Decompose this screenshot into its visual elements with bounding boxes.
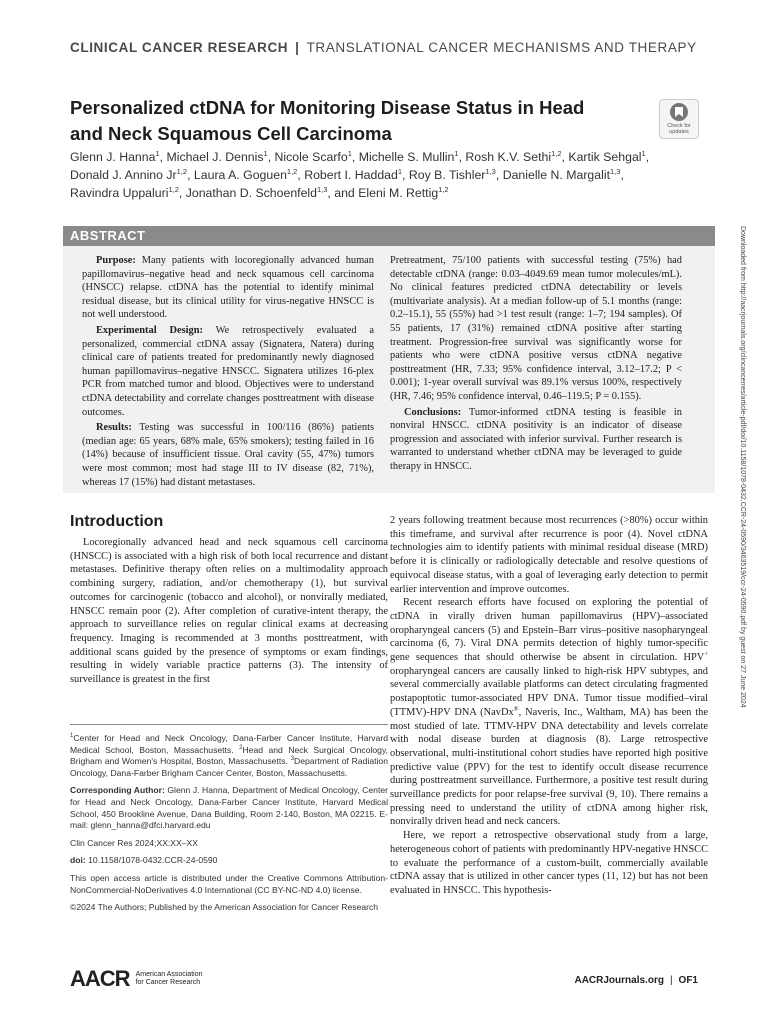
purpose-text: Many patients with locoregionally advanced human papillomavirus–negative head and neck squamous cell carcinoma (HNSCC) relapse. ctDNA has the potential to identify minimal residual disease, but its clinical utility for virus-negative HNSCC is not well understood. xyxy=(82,255,374,321)
p2-superscript: + xyxy=(704,650,708,658)
article-section: TRANSLATIONAL CANCER MECHANISMS AND THERAPY xyxy=(306,40,697,55)
author-separator: , xyxy=(458,150,466,164)
purpose-label: Purpose: xyxy=(96,255,136,266)
author-affiliation: 1,3 xyxy=(485,166,496,176)
logo-line-1: American Association xyxy=(135,970,203,978)
author-name: Robert I. Haddad xyxy=(304,168,398,182)
conclusions-label: Conclusions: xyxy=(404,406,462,418)
p2-part-c: , Naveris, Inc., Waltham, MA) has been the most studied of late. TTMV-HPV DNA detectability and levels correlate with nodal disease burden at diagnosis (8). Large retrospective observational, multi-institutional cohort studies have reported high positive predictive value (PPV) for the test to identify occult disease recurrence during posttreatment surveillance. Furthermore, a positive test result during surveillance predicts for poor relapse-free survival (9, 10). There remains a pressing need to understand the utility of ctDNA among higher risk, nonvirally driven head and neck cancers. xyxy=(390,706,708,828)
aff3-num: 3 xyxy=(290,756,295,763)
author-affiliation: 1,3 xyxy=(316,184,328,194)
author-affiliation: 1 xyxy=(155,148,160,158)
title-line-2: and Neck Squamous Cell Carcinoma xyxy=(70,123,392,144)
author-affiliation: 1,2 xyxy=(176,166,188,176)
badge-line-2: updates xyxy=(669,129,689,135)
results-label: Results: xyxy=(96,422,132,434)
intro-paragraph-1-cont: 2 years following treatment because most recurrences (>80%) occur within this timeframe, and survival after recurrence is poor (4). Novel ctDNA technologies aim to identify patients with minimal residual disease (MRD) before it is clinically or radiologically detectable and resolve questions of equivocal disease status, with a goal of leveraging early detection to permit earlier intervention and improve outcomes. xyxy=(390,515,708,595)
author-affiliation: 1 xyxy=(347,148,352,158)
author-affiliation: 1,2 xyxy=(551,148,562,158)
title-line-1: Personalized ctDNA for Monitoring Disease Status in Head xyxy=(70,97,585,118)
author-name: Michael J. Dennis xyxy=(166,150,264,164)
author-affiliation: 1,2 xyxy=(438,184,449,194)
abstract-design xyxy=(82,324,374,419)
abstract-column-left xyxy=(82,254,374,491)
author-separator: , xyxy=(178,186,186,200)
author-name: Donald J. Annino Jr xyxy=(70,168,177,182)
download-note: Downloaded from http://aacrjournals.org/clincancerres/article-pdf/doi/10.1158/1078-0432.CCR-24-0590/3463519/ccr-24-0590.pdf by guest on 27 June 2024 xyxy=(739,226,746,708)
citation: Clin Cancer Res 2024;XX:XX–XX xyxy=(70,837,199,848)
aacr-logo xyxy=(70,966,202,992)
author-affiliation: 1 xyxy=(263,148,268,158)
affiliations xyxy=(70,733,388,779)
author-name: Kartik Sehgal xyxy=(568,150,642,164)
author-name: Jonathan D. Schoenfeld xyxy=(185,186,317,200)
p2-part-a: Recent research efforts have focused on exploring the potential of ctDNA in virally driven human papillomavirus (HPV)–associated oropharyngeal cancers (5) and Epstein–Barr virus–positive nasopharyngeal carcinoma (6, 7). Viral DNA permits detection of highly tumor-specific gene sequences that should otherwise be absent in circulation. HPV xyxy=(390,597,708,664)
abstract-heading: ABSTRACT xyxy=(63,226,715,246)
author-separator: , xyxy=(187,168,194,182)
journal-site-link[interactable]: AACRJournals.org xyxy=(574,975,664,986)
abstract-results xyxy=(82,421,374,489)
journal-header xyxy=(70,40,710,55)
author-separator: , xyxy=(645,150,650,164)
introduction-heading: Introduction xyxy=(70,513,164,530)
author-affiliation: 1 xyxy=(641,148,646,158)
doi-label: doi: xyxy=(70,855,86,866)
author-name: Glenn J. Hanna xyxy=(70,150,156,164)
author-separator: , and xyxy=(327,186,359,200)
corr-label: Corresponding Author: xyxy=(70,785,165,796)
author-name: Nicole Scarfo xyxy=(274,150,348,164)
aff3-text: Department of Radiation Oncology, Dana-Farber Brigham Cancer Center, Boston, Massachusetts. xyxy=(70,756,388,778)
author-name: Danielle N. Margalit xyxy=(502,168,610,182)
author-name: Eleni M. Rettig xyxy=(358,186,439,200)
author-name: Rosh K.V. Sethi xyxy=(465,150,552,164)
corresponding-author xyxy=(70,785,388,831)
design-label: Experimental Design: xyxy=(96,324,203,336)
author-separator: , xyxy=(351,150,359,164)
author-name: Roy B. Tishler xyxy=(408,168,486,182)
footer-separator: | xyxy=(669,975,673,986)
author-separator: , xyxy=(561,150,569,164)
header-separator: | xyxy=(295,40,300,55)
doi-text[interactable]: 10.1158/1078-0432.CCR-24-0590 xyxy=(85,855,218,866)
intro-paragraph-3: Here, we report a retrospective observational study from a large, heterogeneous cohort of patients with predominantly HPV-negative HNSCC to evaluate the performance of a custom-built, commercially available ctDNA assay that is utilized in other cancer types (11, 12) but has not been evaluated in HNSCC. This hypothesis- xyxy=(390,830,708,896)
author-name: Ravindra Uppaluri xyxy=(70,186,169,200)
author-affiliation: 1,3 xyxy=(610,166,621,176)
author-name: Laura A. Goguen xyxy=(193,168,287,182)
design-text: We retrospectively evaluated a personalized, commercial ctDNA assay (Signatera, Natera) during clinical care of patients treated for predominantly newly diagnosed human papillomavirus–negative HNSCC. Signatera utilizes 16-plex PCR from matched tumor and blood. Objectives were to understand ctDNA detectability and correlate changes posttreatment with disease outcomes. xyxy=(82,324,375,418)
aacr-logo-text xyxy=(136,971,203,988)
author-affiliation: 1 xyxy=(397,166,403,176)
journal-name: CLINICAL CANCER RESEARCH xyxy=(70,40,289,55)
aff1-text: Center for Head and Neck Oncology, Dana-Farber Cancer Institute, Harvard Medical School, Boston, Massachusetts. xyxy=(70,733,388,755)
registered-mark: ® xyxy=(513,705,519,713)
abstract-purpose xyxy=(82,254,374,322)
intro-paragraph-1: Locoregionally advanced head and neck squamous cell carcinoma (HNSCC) is associated with a high risk of both local recurrence and distant metastases. Definitive therapy often relies on a multimodality approach combining surgery, radiation, and/or chemotherapy (1), but survival outcomes for carcinogenic (tobacco and alcohol), or nonvirally mediated, HNSCC remain poor (2). After completion of curative-intent therapy, the approach to surveillance relies on regular clinical exams at decreasing frequency. Imaging is recommended at 3 months posttreatment, with additional scans guided by the presence of symptoms or exam findings, resulting in widely variable practice patterns (3). The intensity of surveillance is greatest in the first xyxy=(70,537,388,686)
intro-paragraph-2 xyxy=(390,596,708,829)
article-title xyxy=(70,95,640,147)
bookmark-icon xyxy=(670,103,688,121)
author-separator: , xyxy=(297,168,305,182)
aff2-text: Head and Neck Surgical Oncology, Brigham and Women's Hospital, Boston, Massachusetts. xyxy=(70,744,388,767)
author-separator: , xyxy=(620,168,624,182)
logo-line-2: for Cancer Research xyxy=(135,979,201,986)
conclusions-text: Tumor-informed ctDNA testing is feasible in nonviral HNSCC. ctDNA positivity is an indicator of disease progression and associated with inferior survival. Further research is warranted to understand whether ctDNA may be leveraged to guide therapy in HNSCC. xyxy=(390,406,682,472)
body-column-left xyxy=(70,536,388,687)
results-text: Testing was successful in 100/116 (86%) patients (median age: 65 years, 68% male, 65% smokers); testing failed in 16 (14%) because of insufficient tissue. Oral cavity (55, 47%) tumors were most common; most had stage III to IV disease (82, 71%), whereas 17 (15%) had distant metastases. xyxy=(82,422,374,488)
copyright: ©2024 The Authors; Published by the American Association for Cancer Research xyxy=(70,902,379,913)
author-separator: , xyxy=(402,168,409,182)
aff2-num: 2 xyxy=(239,744,243,751)
body-column-right xyxy=(390,514,708,898)
author-separator: , xyxy=(159,150,167,164)
badge-line-1: Check for xyxy=(667,123,691,129)
footnotes xyxy=(70,724,388,920)
doi[interactable] xyxy=(70,855,388,867)
abstract-results-cont: Pretreatment, 75/100 patients with successful testing (75%) had detectable ctDNA (range: 0.03–4049.69 mean tumor molecules/mL). No clinical features predicted ctDNA detectability or levels (multivariate analysis). At a median follow-up of 5.1 months (range: 0.2–15.1), 55 (55%) had >1 test result (range: 1–7; 194 samples). Of 55 patients, 17 (31%) remained ctDNA positive after starting treatment. Progression-free survival was significantly worse for patients who were ctDNA positive versus ctDNA negative posttreatment (HR, 7.33; 95% confidence interval, 3.12–17.2; P < 0.001); 1-year overall survival was 89.1% versus 100%, respectively (HR, 7.46; 95% confidence interval, 0.46–119.5; P = 0.155). xyxy=(390,255,682,402)
p2-part-b: oropharyngeal cancers are causally linked to high-risk HPV subtypes, and several commercially available platforms can detect circulating fragmented postapoptotic tumor-associated HPV DNA. Tumor tissue modified–viral (TTMV)-HPV DNA (NavDx xyxy=(390,665,708,718)
author-affiliation: 1,2 xyxy=(286,166,298,176)
author-separator: , xyxy=(495,168,503,182)
abstract-column-right xyxy=(390,254,682,476)
author-name: Michelle S. Mullin xyxy=(358,150,455,164)
author-list xyxy=(70,148,650,202)
aff1-num: 1 xyxy=(70,733,74,740)
author-affiliation: 1,2 xyxy=(168,184,179,194)
corr-text: Glenn J. Hanna, Department of Medical Oncology, Center for Head and Neck Oncology, Dana-Farber Cancer Institute, Harvard Medical School, 450 Brookline Avenue, Dana Building, Room 2-140, Boston, MA 02215. E-mail: glenn_hanna@dfci.harvard.edu xyxy=(70,785,388,831)
check-for-updates-badge[interactable] xyxy=(659,99,699,139)
aacr-logo-mark: AACR xyxy=(70,966,130,991)
abstract-conclusions xyxy=(390,406,682,474)
license: This open access article is distributed under the Creative Commons Attribution-NonCommercial-NoDerivatives 4.0 International (CC BY-NC-ND 4.0) license. xyxy=(70,872,388,895)
author-separator: , xyxy=(267,150,275,164)
author-affiliation: 1 xyxy=(454,148,459,158)
page-number: OF1 xyxy=(678,975,698,986)
footer-right xyxy=(574,975,698,986)
